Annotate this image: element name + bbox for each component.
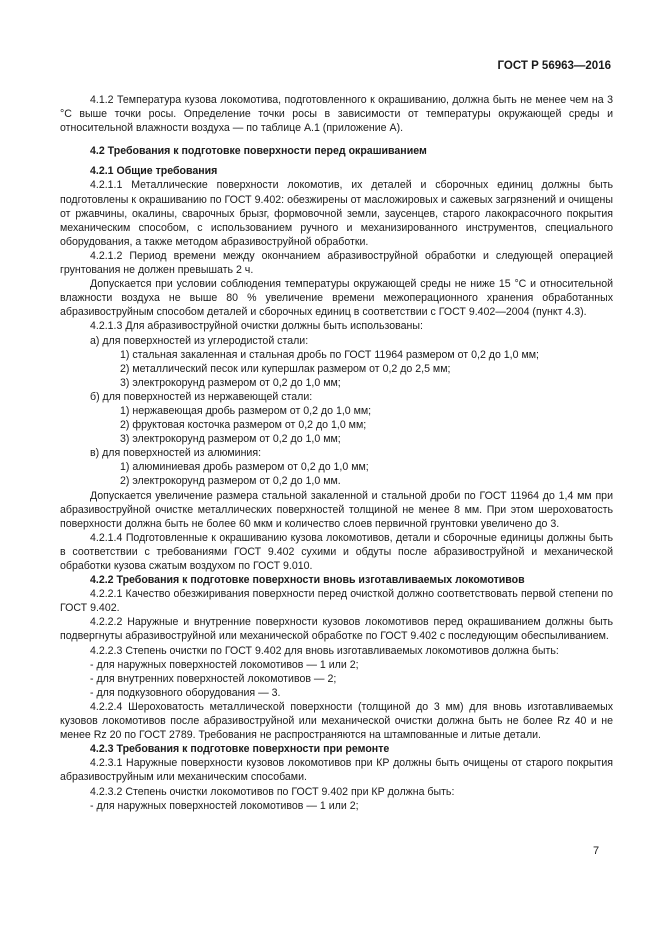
paragraph: Допускается увеличение размера стальной закаленной и стальной дроби по ГОСТ 11964 до 1,4 мм при абразивоструйной очистке металлических поверхностей толщиной не менее 8 мм. При этом шероховатость поверхности должна быть не более 60 мкм и количество слоев первичной грунтовки увеличено до 3. — [60, 489, 613, 530]
list-item: - для наружных поверхностей локомотивов — 1 или 2; — [90, 799, 359, 812]
list-item: 1) алюминиевая дробь размером от 0,2 до 1,0 мм; — [120, 461, 369, 474]
list-item: 1) нержавеющая дробь размером от 0,2 до 1,0 мм; — [120, 404, 372, 417]
section-heading: 4.2 Требования к подготовке поверхности перед окрашиванием — [90, 145, 427, 158]
paragraph: 4.2.2.3 Степень очистки по ГОСТ 9.402 для вновь изготавливаемых локомотивов должна быть: — [90, 644, 559, 657]
list-item: - для внутренних поверхностей локомотивов — 2; — [90, 672, 337, 685]
list-item: 2) металлический песок или купершлак размером от 0,2 до 2,5 мм; — [120, 362, 451, 375]
paragraph: 4.2.2.1 Качество обезжиривания поверхности перед очисткой должно соответствовать первой степени по ГОСТ 9.402. — [60, 588, 613, 615]
paragraph: 4.2.1.2 Период времени между окончанием абразивоструйной обработки и следующей операцией грунтования не должен превышать 2 ч. — [60, 249, 613, 277]
list-item: 3) электрокорунд размером от 0,2 до 1,0 мм; — [120, 433, 341, 446]
document-code: ГОСТ Р 56963—2016 — [497, 60, 611, 72]
paragraph: Допускается при условии соблюдения температуры окружающей среды не ниже 15 °С и относительной влажности воздуха не выше 80 % увеличение времени межоперационного хранения обработанных абразивоструйным способом деталей и сборочных единиц в соответствии с ГОСТ 9.402—2004 (пункт 4.3). — [60, 278, 613, 319]
paragraph: 4.2.2.4 Шероховатость металлической поверхности (толщиной до 3 мм) для вновь изготавливаемых кузовов локомотивов после абразивоструйной или механической очистки должна быть не более Rz 40 и не менее Rz 20 по ГОСТ 2789. Требования не распространяются на штампованные и литые детали. — [60, 700, 613, 742]
list-item: 1) стальная закаленная и стальная дробь по ГОСТ 11964 размером от 0,2 до 1,0 мм; — [120, 348, 539, 361]
paragraph: 4.1.2 Температура кузова локомотива, подготовленного к окрашиванию, должна быть не менее чем на 3 °С выше точки росы. Определение точки росы в зависимости от температуры окружающей среды и относительной влажности воздуха — по таблице А.1 (приложение А). — [60, 94, 613, 135]
list-item: а) для поверхностей из углеродистой стали: — [90, 334, 309, 347]
list-item: 3) электрокорунд размером от 0,2 до 1,0 мм; — [120, 376, 341, 389]
paragraph: 4.2.3.2 Степень очистки локомотивов по ГОСТ 9.402 при КР должна быть: — [90, 785, 455, 798]
paragraph: 4.2.1.3 Для абразивоструйной очистки должны быть использованы: — [90, 320, 423, 333]
paragraph: 4.2.2.2 Наружные и внутренние поверхности кузовов локомотивов перед окрашиванием должны быть подвергнуты абразивоструйной или механической обработке по ГОСТ 9.402 с последующим обеспыливанием. — [60, 616, 613, 643]
list-item: 2) электрокорунд размером от 0,2 до 1,0 мм. — [120, 475, 341, 488]
subsection-heading: 4.2.2 Требования к подготовке поверхности вновь изготавливаемых локомотивов — [90, 574, 525, 587]
paragraph: 4.2.1.1 Металлические поверхности локомотив, их деталей и сборочных единиц должны быть подготовлены к окрашиванию по ГОСТ 9.402: обезжирены от масложировых и сажевых загрязнений и очищены от ржавчины, окалины, сварочных брызг, формовочной земли, заусенцев, старого лакокрасочного покрытия механическим способом, с использованием ручного и механизированного инструментов, специального оборудования, а также методом абразивоструйной обработки. — [60, 179, 613, 248]
subsection-heading: 4.2.1 Общие требования — [90, 165, 218, 178]
list-item: в) для поверхностей из алюминия: — [90, 447, 262, 460]
page-body — [60, 93, 613, 813]
list-item: - для подкузовного оборудования — 3. — [90, 686, 281, 699]
paragraph: 4.2.3.1 Наружные поверхности кузовов локомотивов при КР должны быть очищены от старого покрытия абразивоструйным или механическим способами. — [60, 757, 613, 784]
page-number: 7 — [593, 845, 600, 857]
list-item: - для наружных поверхностей локомотивов — 1 или 2; — [90, 658, 359, 671]
list-item: 2) фруктовая косточка размером от 0,2 до 1,0 мм; — [120, 419, 367, 432]
list-item: б) для поверхностей из нержавеющей стали: — [90, 390, 313, 403]
subsection-heading: 4.2.3 Требования к подготовке поверхности при ремонте — [90, 743, 390, 756]
paragraph: 4.2.1.4 Подготовленные к окрашиванию кузова локомотивов, детали и сборочные единицы должны быть в соответствии с требованиями ГОСТ 9.402 сухими и обдуты после абразивоструйной и механической обработки кузова сжатым воздухом по ГОСТ 9.010. — [60, 531, 613, 572]
